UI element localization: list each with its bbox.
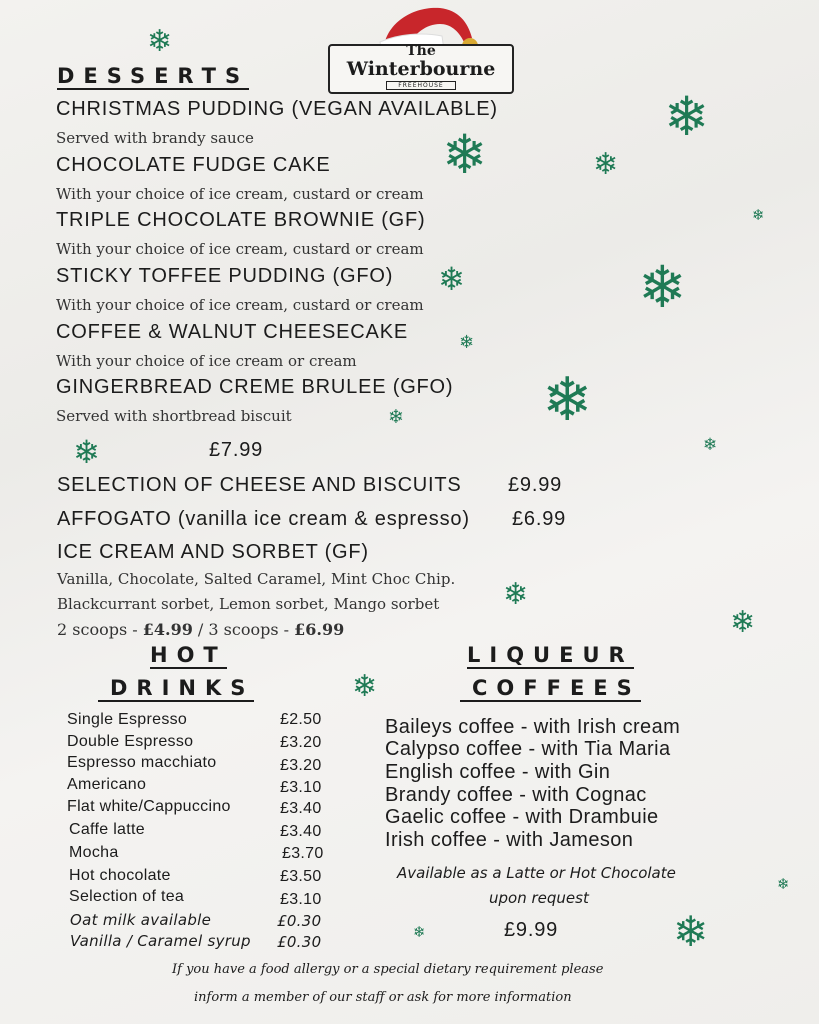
snowflake-icon: ❄	[413, 923, 426, 941]
scoops-2-label: 2 scoops -	[57, 620, 143, 639]
icecream-flavours: Vanilla, Chocolate, Salted Caramel, Mint Choc Chip.	[57, 570, 456, 588]
logo-the: The	[406, 43, 436, 59]
logo-subtitle: FREEHOUSE	[386, 81, 456, 90]
scoops-2-price: £4.99	[142, 620, 193, 639]
drink-price: £3.70	[282, 845, 324, 862]
snowflake-icon: ❄	[730, 605, 756, 640]
drink-name: Vanilla / Caramel syrup	[70, 932, 251, 950]
dessert-desc: Served with brandy sauce	[56, 129, 254, 147]
liqueur-item: Baileys coffee - with Irish cream	[385, 716, 681, 738]
snowflake-icon: ❄	[503, 577, 529, 612]
cheese-price: £9.99	[508, 474, 563, 496]
drink-name: Americano	[67, 776, 147, 793]
dessert-desc: With your choice of ice cream, custard or cream	[56, 240, 424, 258]
drink-row	[69, 888, 184, 906]
drink-price: £2.50	[280, 711, 322, 728]
desserts-heading: DESSERTS	[57, 64, 250, 88]
snowflake-icon: ❄	[147, 24, 173, 59]
scoops-3-label: / 3 scoops -	[192, 620, 295, 639]
drink-name: Mocha	[69, 844, 119, 861]
snowflake-icon: ❄	[388, 406, 404, 428]
snowflake-icon: ❄	[459, 332, 475, 353]
affogato-title: AFFOGATO (vanilla ice cream & espresso)	[57, 508, 470, 530]
drink-price: £3.50	[280, 868, 322, 885]
liqueur-heading-2: COFFEES	[460, 676, 641, 702]
liqueur-heading: LIQUEUR	[467, 643, 634, 667]
liqueur-item: English coffee - with Gin	[385, 761, 611, 783]
drink-price: £3.10	[280, 779, 322, 796]
icecream-prices	[57, 620, 344, 639]
drink-row	[67, 798, 231, 816]
snowflake-icon: ❄	[777, 875, 790, 893]
snowflake-icon: ❄	[438, 260, 465, 298]
drink-name: Selection of tea	[69, 888, 185, 905]
snowflake-icon: ❄	[442, 123, 488, 186]
snowflake-icon: ❄	[593, 147, 619, 182]
logo-name: Winterbourne	[346, 58, 496, 80]
drink-name: Oat milk available	[70, 911, 212, 929]
liqueur-price: £9.99	[504, 919, 559, 941]
drink-row	[69, 821, 145, 839]
allergy-notice-2: inform a member of our staff or ask for more information	[194, 990, 572, 1005]
snowflake-icon: ❄	[73, 433, 100, 471]
drink-price: £3.40	[280, 800, 322, 817]
liqueur-item: Gaelic coffee - with Drambuie	[385, 806, 659, 828]
drink-price: £0.30	[277, 912, 322, 930]
drink-row	[67, 733, 193, 751]
dessert-title: COFFEE & WALNUT CHEESECAKE	[56, 321, 408, 343]
drink-price: £3.20	[280, 757, 322, 774]
liqueur-item: Brandy coffee - with Cognac	[385, 784, 647, 806]
dessert-desc: With your choice of ice cream, custard or cream	[56, 296, 424, 314]
drink-price: £3.20	[280, 734, 322, 751]
hot-drinks-heading: HOT	[150, 643, 227, 667]
snowflake-icon: ❄	[638, 253, 687, 321]
drink-row	[70, 932, 251, 950]
drink-row	[69, 844, 119, 862]
dessert-title: STICKY TOFFEE PUDDING (GFO)	[56, 265, 394, 287]
drink-name: Single Espresso	[67, 711, 188, 728]
liqueur-note: Available as a Latte or Hot Chocolate	[397, 864, 676, 882]
drink-price: £3.40	[280, 823, 322, 840]
dessert-title: CHOCOLATE FUDGE CAKE	[56, 154, 331, 176]
icecream-sorbets: Blackcurrant sorbet, Lemon sorbet, Mango sorbet	[57, 595, 440, 613]
drink-price: £0.30	[277, 933, 322, 951]
drink-name: Espresso macchiato	[67, 754, 217, 771]
drink-row	[67, 754, 216, 772]
snowflake-icon: ❄	[673, 907, 709, 956]
hot-drinks-heading-2: DRINKS	[98, 676, 254, 702]
liqueur-note-2: upon request	[489, 889, 589, 907]
drink-name: Double Espresso	[67, 733, 194, 750]
dessert-title: CHRISTMAS PUDDING (VEGAN AVAILABLE)	[56, 98, 498, 120]
drink-name: Hot chocolate	[69, 867, 171, 884]
snowflake-icon: ❄	[664, 85, 710, 148]
drink-row	[67, 776, 146, 794]
dessert-title: GINGERBREAD CREME BRULEE (GFO)	[56, 376, 454, 398]
snowflake-icon: ❄	[752, 206, 765, 224]
drink-name: Flat white/Cappuccino	[67, 798, 231, 815]
drink-row	[70, 911, 211, 929]
snowflake-icon: ❄	[542, 365, 593, 435]
logo	[328, 44, 514, 94]
liqueur-item: Calypso coffee - with Tia Maria	[385, 738, 671, 760]
drink-row	[69, 867, 171, 885]
drink-row	[67, 711, 187, 729]
dessert-desc: With your choice of ice cream or cream	[56, 352, 357, 370]
allergy-notice: If you have a food allergy or a special dietary requirement please	[172, 962, 604, 977]
liqueur-item: Irish coffee - with Jameson	[385, 829, 634, 851]
scoops-3-price: £6.99	[294, 620, 345, 639]
dessert-desc: With your choice of ice cream, custard or cream	[56, 185, 424, 203]
affogato-price: £6.99	[512, 508, 567, 530]
icecream-title: ICE CREAM AND SORBET (GF)	[57, 541, 369, 563]
snowflake-icon: ❄	[352, 669, 378, 704]
snowflake-icon: ❄	[703, 435, 718, 455]
desserts-group-price: £7.99	[209, 439, 264, 461]
dessert-desc: Served with shortbread biscuit	[56, 407, 292, 425]
cheese-title: SELECTION OF CHEESE AND BISCUITS	[57, 474, 462, 496]
dessert-title: TRIPLE CHOCOLATE BROWNIE (GF)	[56, 209, 426, 231]
drink-price: £3.10	[280, 891, 322, 908]
drink-name: Caffe latte	[69, 821, 145, 838]
